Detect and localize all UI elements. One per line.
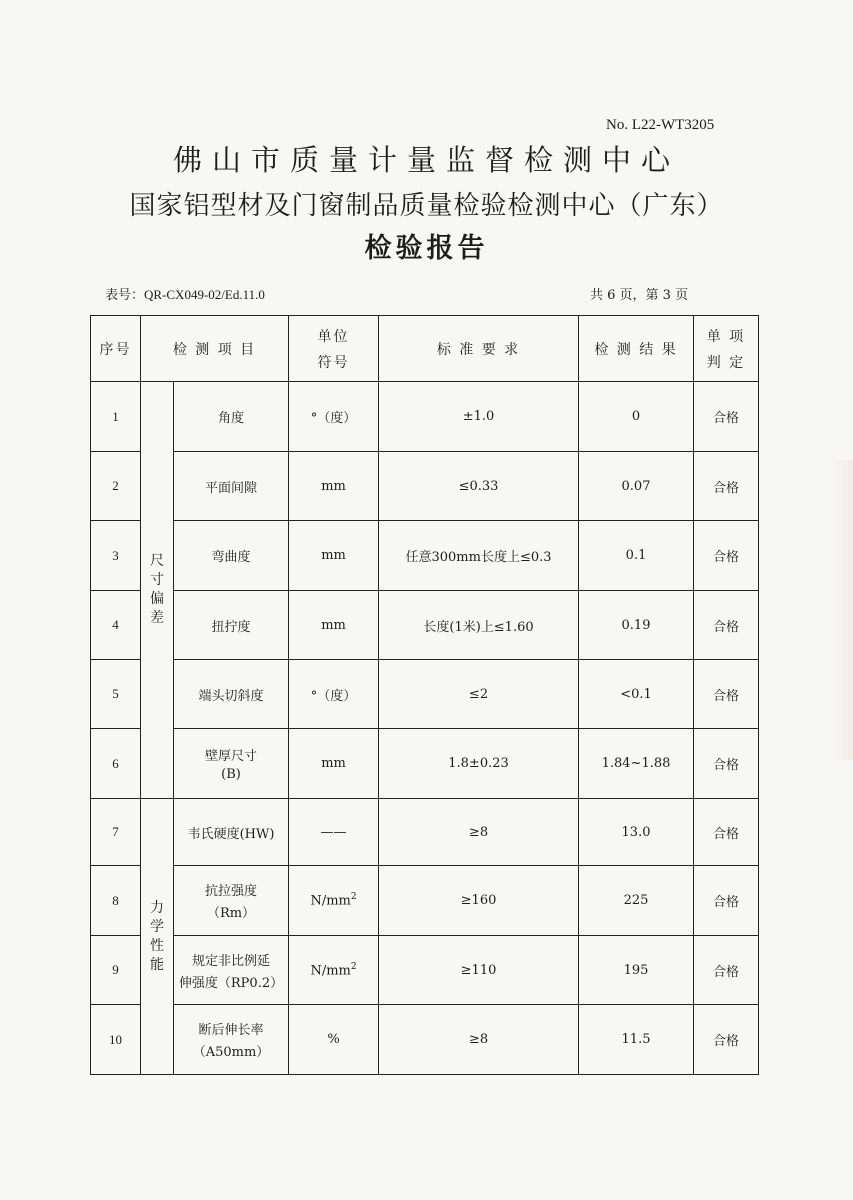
row-requirement: ≤2 <box>379 660 579 729</box>
row-requirement: ≥8 <box>379 1005 579 1075</box>
table-row <box>91 382 759 452</box>
table-row <box>91 660 759 729</box>
header-unit <box>289 316 379 382</box>
row-requirement: ≥160 <box>379 866 579 936</box>
row-item <box>174 660 289 729</box>
row-unit-text: N/mm <box>310 893 351 909</box>
table-row <box>91 729 759 799</box>
row-item-name: 端头切斜度 <box>198 688 264 704</box>
row-serial: 4 <box>91 591 141 660</box>
row-serial: 5 <box>91 660 141 729</box>
row-verdict: 合格 <box>694 660 759 729</box>
row-serial: 8 <box>91 866 141 936</box>
row-item <box>174 452 289 521</box>
row-requirement: ≥110 <box>379 936 579 1005</box>
row-unit-superscript: 2 <box>350 961 357 972</box>
row-item-name: 韦氏硬度(HW) <box>187 826 275 842</box>
row-unit <box>289 382 379 452</box>
row-item <box>174 936 289 1005</box>
row-item-subtext: (B) <box>221 767 241 782</box>
row-unit-text: mm <box>321 617 346 633</box>
row-result: 11.5 <box>579 1005 694 1075</box>
header-verdict <box>694 316 759 382</box>
row-result: 1.84~1.88 <box>579 729 694 799</box>
row-result: 195 <box>579 936 694 1005</box>
row-item <box>174 866 289 936</box>
header-row <box>91 316 759 382</box>
row-item-name: 角度 <box>218 411 245 426</box>
row-unit-text: °（度） <box>310 411 357 426</box>
row-unit <box>289 866 379 936</box>
inspection-table <box>90 315 759 1075</box>
row-item <box>174 799 289 866</box>
row-item <box>174 591 289 660</box>
row-item <box>174 382 289 452</box>
row-unit-text: mm <box>321 548 346 563</box>
row-item-name: 规定非比例延 <box>192 953 271 969</box>
row-result: 225 <box>579 866 694 936</box>
row-unit-text: % <box>327 1032 340 1047</box>
report-number: No. L22-WT3205 <box>606 117 715 133</box>
row-requirement: ≥8 <box>379 799 579 866</box>
row-result: 13.0 <box>579 799 694 866</box>
header-verdict-line2: 判 定 <box>706 354 746 371</box>
row-verdict: 合格 <box>694 799 759 866</box>
form-number: 表号：QR-CX049-02/Ed.11.0 <box>105 287 265 302</box>
header-requirement: 标 准 要 求 <box>379 316 579 382</box>
row-result: <0.1 <box>579 660 694 729</box>
row-requirement: 1.8±0.23 <box>379 729 579 799</box>
row-verdict: 合格 <box>694 936 759 1005</box>
table-row <box>91 591 759 660</box>
row-result: 0.1 <box>579 521 694 591</box>
row-unit <box>289 660 379 729</box>
row-serial: 2 <box>91 452 141 521</box>
row-result: 0.19 <box>579 591 694 660</box>
row-unit <box>289 591 379 660</box>
row-unit <box>289 729 379 799</box>
row-verdict: 合格 <box>694 729 759 799</box>
row-item-subtext: （A50mm） <box>192 1045 270 1060</box>
row-unit <box>289 521 379 591</box>
org-subtitle: 国家铝型材及门窗制品质量检验检测中心（广东） <box>129 191 724 221</box>
header-result: 检 测 结 果 <box>579 316 694 382</box>
group-label-text: 力学性能 <box>150 899 164 973</box>
row-requirement: 任意300mm长度上≤0.3 <box>379 521 579 591</box>
table-row <box>91 1005 759 1075</box>
table-row <box>91 936 759 1005</box>
row-verdict: 合格 <box>694 521 759 591</box>
table-row <box>91 452 759 521</box>
table-row <box>91 866 759 936</box>
group-label <box>141 799 174 1075</box>
row-verdict: 合格 <box>694 1005 759 1075</box>
page-edge-stain <box>831 460 853 760</box>
header-verdict-line1: 单 项 <box>706 328 746 345</box>
row-item-subtext: （Rm） <box>206 906 256 921</box>
table-row <box>91 799 759 866</box>
row-item-name: 弯曲度 <box>211 550 251 565</box>
row-result: 0 <box>579 382 694 452</box>
row-item-name: 壁厚尺寸 <box>205 749 258 764</box>
row-item <box>174 729 289 799</box>
row-unit-superscript: 2 <box>350 892 357 903</box>
row-item <box>174 1005 289 1075</box>
row-unit-text: °（度） <box>310 688 357 704</box>
row-requirement: ≤0.33 <box>379 452 579 521</box>
row-unit <box>289 799 379 866</box>
table-row <box>91 521 759 591</box>
row-unit-text: mm <box>321 478 346 494</box>
page-info: 共 6 页，第 3 页 <box>590 288 689 303</box>
row-item-name: 扭拧度 <box>211 619 251 635</box>
row-requirement: ±1.0 <box>379 382 579 452</box>
row-verdict: 合格 <box>694 591 759 660</box>
row-unit <box>289 452 379 521</box>
row-serial: 10 <box>91 1005 141 1075</box>
row-item-subtext: 伸强度（RP0.2） <box>178 975 284 991</box>
row-item-name: 断后伸长率 <box>198 1023 264 1038</box>
row-unit <box>289 1005 379 1075</box>
report-title: 检验报告 <box>364 233 489 264</box>
row-verdict: 合格 <box>694 866 759 936</box>
row-item-name: 平面间隙 <box>205 480 258 496</box>
row-unit-text: —— <box>320 824 347 840</box>
row-verdict: 合格 <box>694 382 759 452</box>
row-serial: 6 <box>91 729 141 799</box>
row-serial: 1 <box>91 382 141 452</box>
row-item <box>174 521 289 591</box>
header-unit-line1: 单位 <box>317 328 350 345</box>
row-unit-text: N/mm <box>310 963 351 979</box>
group-label-text: 尺寸偏差 <box>150 553 164 626</box>
header-unit-line2: 符号 <box>317 354 350 371</box>
row-verdict: 合格 <box>694 452 759 521</box>
row-requirement: 长度(1米)上≤1.60 <box>379 591 579 660</box>
row-result: 0.07 <box>579 452 694 521</box>
row-serial: 3 <box>91 521 141 591</box>
header-item: 检 测 项 目 <box>141 316 289 382</box>
org-title: 佛山市质量计量监督检测中心 <box>172 143 680 177</box>
row-item-name: 抗拉强度 <box>205 884 258 899</box>
row-serial: 7 <box>91 799 141 866</box>
row-unit <box>289 936 379 1005</box>
header-serial: 序号 <box>91 316 141 382</box>
group-label <box>141 382 174 799</box>
row-unit-text: mm <box>321 756 346 771</box>
row-serial: 9 <box>91 936 141 1005</box>
